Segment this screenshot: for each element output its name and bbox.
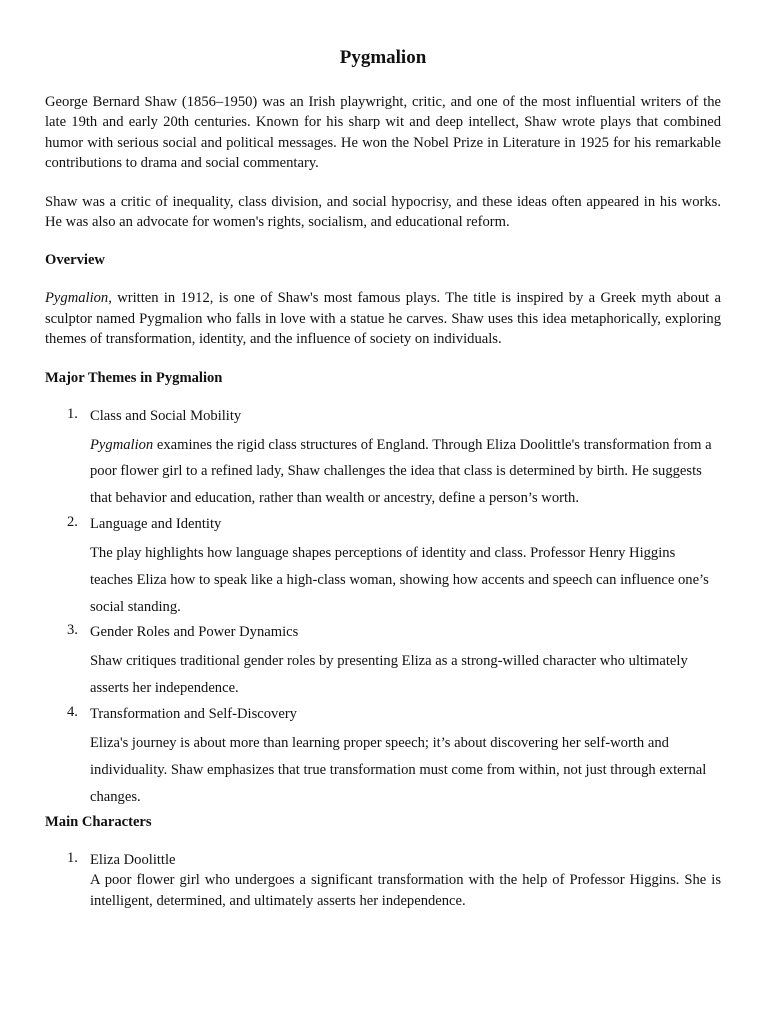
overview-text: , written in 1912, is one of Shaw's most famous plays. The title is inspired by a Greek myth about a sculptor named Pygmalion who falls in love with a statue he carves. Shaw uses this idea metaphorically, exploring themes of transformation, identity, and the influence of society on individuals. — [45, 290, 721, 348]
overview-heading: Overview — [45, 252, 105, 269]
theme-description — [90, 432, 721, 512]
theme-item — [45, 704, 721, 810]
characters-heading: Main Characters — [45, 814, 152, 831]
theme-number: 2. — [67, 514, 78, 531]
theme-title: Language and Identity — [90, 516, 222, 533]
character-number: 1. — [67, 850, 78, 867]
document-page — [45, 46, 721, 911]
theme-item — [45, 514, 721, 620]
intro-paragraph-1: George Bernard Shaw (1856–1950) was an Irish playwright, critic, and one of the most influential writers of the late 19th and early 20th centuries. Known for his sharp wit and deep intellect, Shaw wrote plays that combined humor with serious social and political messages. He won the Nobel Prize in Literature in 1925 for his remarkable contributions to drama and social commentary. — [45, 94, 721, 172]
theme-number: 3. — [67, 622, 78, 639]
theme-number: 4. — [67, 704, 78, 721]
theme-item — [45, 622, 721, 702]
theme-description: Shaw critiques traditional gender roles by presenting Eliza as a strong-willed character who ultimately asserts her independence. — [90, 653, 688, 697]
theme-description: The play highlights how language shapes perceptions of identity and class. Professor Henry Higgins teaches Eliza how to speak like a high-class woman, showing how accents and speech can influence one’s social standing. — [90, 545, 709, 615]
themes-heading: Major Themes in Pygmalion — [45, 369, 223, 386]
theme-description-text: examines the rigid class structures of England. Through Eliza Doolittle's transformation from a poor flower girl to a refined lady, Shaw challenges the idea that class is determined by birth. He suggests that behavior and education, rather than wealth or ancestry, define a person’s worth. — [90, 436, 712, 507]
character-description: A poor flower girl who undergoes a significant transformation with the help of Professor Higgins. She is intelligent, determined, and ultimately asserts her independence. — [90, 872, 721, 909]
overview-italic-title: Pygmalion — [45, 290, 109, 307]
overview-paragraph — [45, 288, 721, 349]
theme-title: Transformation and Self-Discovery — [90, 706, 297, 723]
theme-title: Gender Roles and Power Dynamics — [90, 624, 299, 641]
theme-title: Class and Social Mobility — [90, 407, 242, 424]
theme-italic-title: Pygmalion — [90, 436, 154, 453]
theme-number: 1. — [67, 405, 78, 422]
character-name: Eliza Doolittle — [90, 852, 176, 869]
characters-list — [45, 850, 721, 911]
document-title: Pygmalion — [339, 47, 427, 68]
themes-list — [45, 406, 721, 811]
intro-paragraph-2: Shaw was a critic of inequality, class division, and social hypocrisy, and these ideas often appeared in his works. He was also an advocate for women's rights, socialism, and educational reform. — [45, 193, 721, 231]
character-item — [45, 850, 721, 911]
theme-item — [45, 406, 721, 512]
theme-description: Eliza's journey is about more than learning proper speech; it’s about discovering her self-worth and individuality. Shaw emphasizes that true transformation must come from within, not just through external changes. — [90, 735, 707, 805]
